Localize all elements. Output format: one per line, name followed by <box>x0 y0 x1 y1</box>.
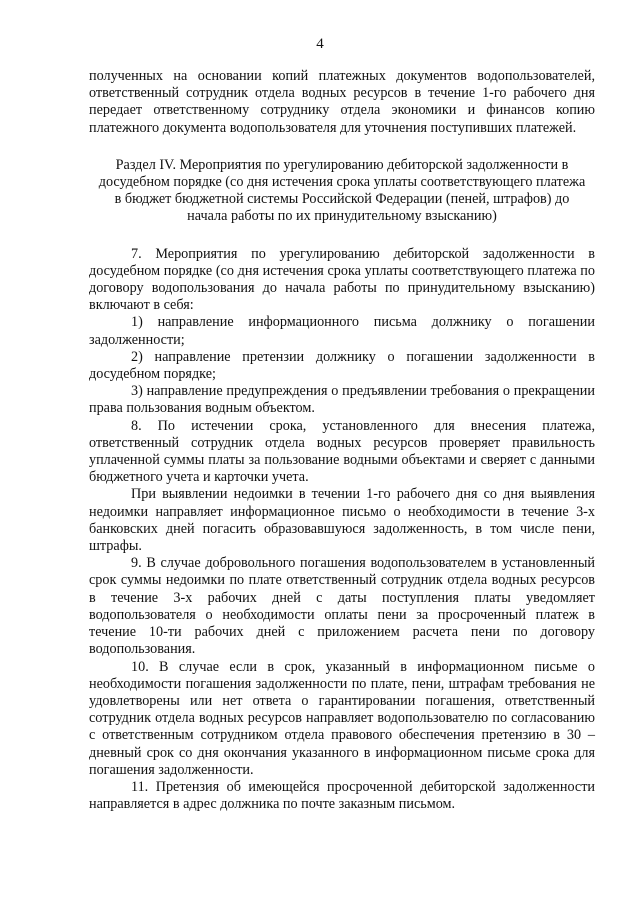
paragraph-7: 7. Мероприятия по урегулированию дебиторской задолженности в досудебном порядке (со дня истечения срока уплаты соответствующего платежа по договору водопользования до начала работы по принудительному взысканию) включают в себя: <box>89 245 595 314</box>
paragraph-continuation: полученных на основании копий платежных документов водопользователей, ответственный сотрудник отдела водных ресурсов в течение 1-го рабочего дня передает ответственному сотруднику отдела экономики и финансов копию платежного документа водопользователя для уточнения поступивших платежей. <box>89 68 595 136</box>
section-heading: Раздел IV. Мероприятия по урегулированию дебиторской задолженности в досудебном порядке (со дня истечения срока уплаты соответствующего платежа в бюджет бюджетной системы Российской Федерации (пеней, штрафов) до начала работы по их принудительному взысканию) <box>98 156 586 225</box>
paragraph-8-continued: При выявлении недоимки в течении 1-го рабочего дня со дня выявления недоимки направляет информационное письмо о необходимости в течение 3-х банковских дней погасить образовавшуюся задолженность, в том числе пени, штрафы. <box>89 486 595 555</box>
document-body <box>89 68 595 813</box>
paragraph-7-item-3: 3) направление предупреждения о предъявлении требования о прекращении права пользования водным объектом. <box>89 383 595 417</box>
paragraph-9: 9. В случае добровольного погашения водопользователем в установленный срок суммы недоимки по плате ответственный сотрудник отдела водных ресурсов в течение 3-х рабочих дней с даты поступления платы уведомляет водопользователя о необходимости оплаты пени за просроченный платеж в течение 10-ти рабочих дней с приложением расчета пени по договору водопользования. <box>89 555 595 658</box>
paragraph-7-item-1: 1) направление информационного письма должнику о погашении задолженности; <box>89 314 595 348</box>
page-number: 4 <box>316 36 324 52</box>
paragraph-7-item-2: 2) направление претензии должнику о погашении задолженности в досудебном порядке; <box>89 348 595 383</box>
paragraph-8: 8. По истечении срока, установленного для внесения платежа, ответственный сотрудник отдела водных ресурсов проверяет правильность уплаченной суммы платы за пользование водными объектами и сверяет с данными бюджетного учета и карточки учета. <box>89 417 595 486</box>
paragraph-11: 11. Претензия об имеющейся просроченной дебиторской задолженности направляется в адрес должника по почте заказным письмом. <box>89 778 595 813</box>
paragraph-10: 10. В случае если в срок, указанный в информационном письме о необходимости погашения задолженности по плате, пени, штрафам требования не удовлетворены или нет ответа о гарантировании погашения, ответственный сотрудник отдела водных ресурсов направляет водопользователю по согласованию с ответственным сотрудником отдела правового обеспечения претензию в 30 – дневный срок со дня окончания указанного в информационном письме срока для погашения задолженности. <box>89 658 595 778</box>
